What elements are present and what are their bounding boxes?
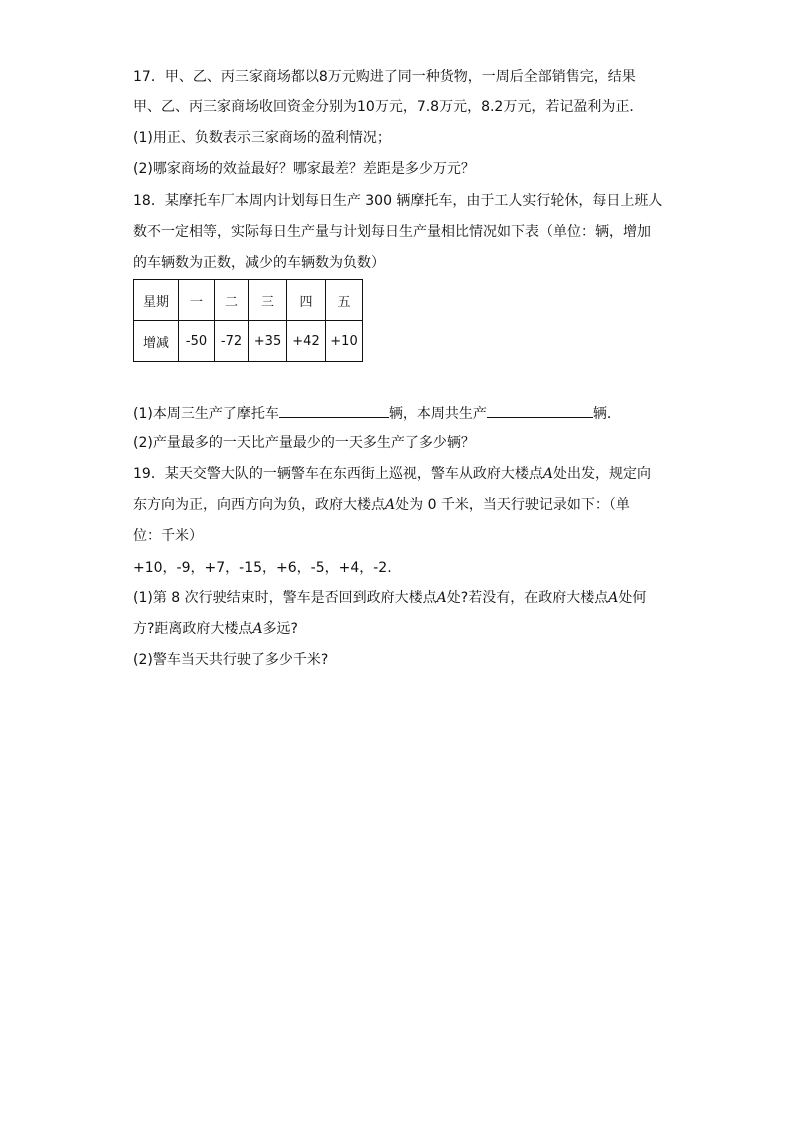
q18-part2: (2)产量最多的一天比产量最少的一天多生产了多少辆？: [133, 435, 475, 451]
table-cell: -50: [179, 321, 215, 362]
point-a-label: A: [252, 621, 263, 637]
q19-line2: [133, 496, 630, 514]
table-cell: 一: [179, 280, 215, 321]
table-cell: 增减: [134, 321, 179, 362]
q18-part1: [133, 403, 621, 423]
q17-part2: (2)哪家商场的效益最好？哪家最差？差距是多少万元？: [133, 161, 475, 177]
q18-part1-text-b: 辆，本周共生产: [388, 406, 487, 422]
q19-records: +10，-9，+7，-15，+6，-5，+4，-2.: [133, 560, 392, 576]
q19-text: 处出发，规定向: [552, 466, 651, 482]
q18-line2: 数不一定相等，实际每日生产量与计划每日生产量相比情况如下表（单位：辆，增加: [133, 224, 651, 240]
q19-line1: [133, 465, 651, 483]
table-cell: -72: [215, 321, 249, 362]
q18-part1-text-a: (1)本周三生产了摩托车: [133, 406, 279, 422]
q18-line3: 的车辆数为正数，减少的车辆数为负数）: [133, 255, 385, 271]
table-cell: 四: [287, 280, 326, 321]
answer-blank-week-total[interactable]: [487, 403, 593, 418]
q17-line2: 甲、乙、丙三家商场收回资金分别为10万元，7.8万元，8.2万元，若记盈利为正．: [133, 99, 644, 115]
point-a-label: A: [385, 497, 396, 513]
answer-blank-wednesday[interactable]: [279, 403, 389, 418]
q18-production-table: [133, 279, 363, 362]
point-a-label: A: [542, 466, 553, 482]
q19-text: 方?距离政府大楼点: [133, 621, 253, 637]
point-a-label: A: [608, 590, 619, 606]
table-cell: +10: [326, 321, 363, 362]
table-cell: +42: [287, 321, 326, 362]
q19-text: 多远?: [262, 621, 298, 637]
q18-part1-text-c: 辆．: [592, 406, 621, 422]
q19-line3: 位：千米）: [133, 528, 203, 544]
q19-part1-line2: [133, 620, 298, 638]
q19-text: 处何: [618, 590, 647, 606]
table-cell: 三: [249, 280, 287, 321]
point-a-label: A: [436, 590, 447, 606]
table-row: [134, 321, 363, 362]
table-cell: +35: [249, 321, 287, 362]
q19-text: (1)第 8 次行驶结束时，警车是否回到政府大楼点: [133, 590, 437, 606]
q19-part2: (2)警车当天共行驶了多少千米?: [133, 652, 329, 668]
table-header-row: [134, 280, 363, 321]
q19-text: 东方向为正，向西方向为负，政府大楼点: [133, 497, 385, 513]
table-cell: 星期: [134, 280, 179, 321]
table-cell: 二: [215, 280, 249, 321]
q19-text: 19．某天交警大队的一辆警车在东西街上巡视，警车从政府大楼点: [133, 466, 543, 482]
q19-text: 处?若没有，在政府大楼点: [446, 590, 609, 606]
q17-part1: (1)用正、负数表示三家商场的盈利情况；: [133, 130, 391, 146]
q18-line1: 18．某摩托车厂本周内计划每日生产 300 辆摩托车，由于工人实行轮休，每日上班人: [133, 193, 663, 209]
table-cell: 五: [326, 280, 363, 321]
q17-line1: 17．甲、乙、丙三家商场都以8万元购进了同一种货物，一周后全部销售完，结果: [133, 69, 636, 85]
q19-text: 处为 0 千米，当天行驶记录如下：（单: [395, 497, 630, 513]
q19-part1-line1: [133, 589, 646, 607]
